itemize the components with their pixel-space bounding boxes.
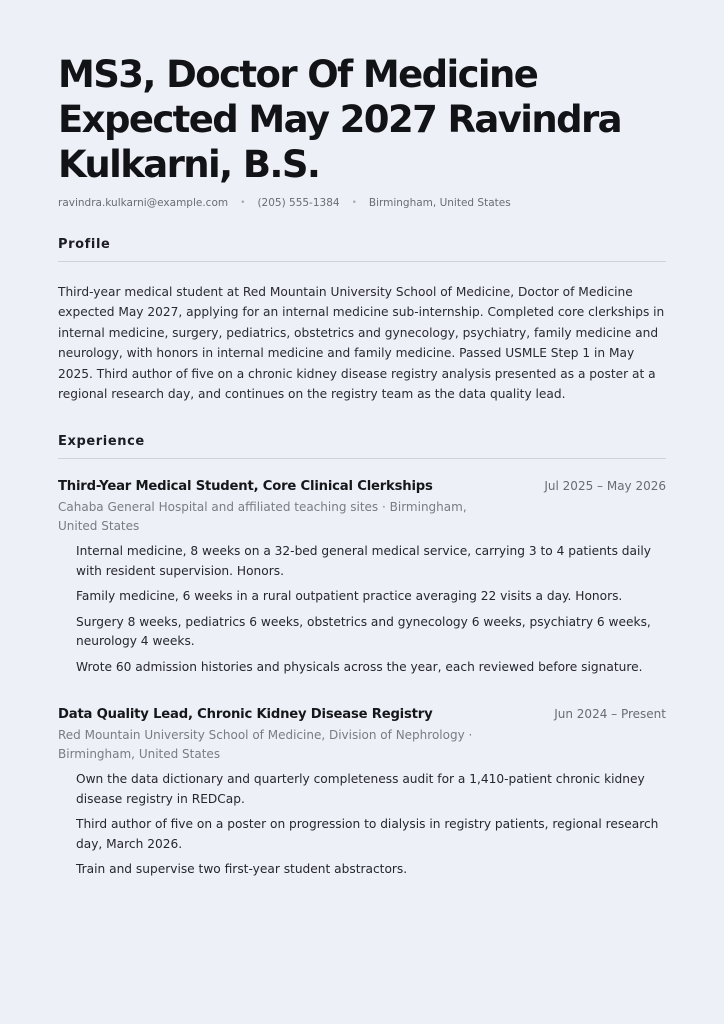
job-bullet: Train and supervise two first-year student abstractors. [76,862,408,877]
job-bullet: Wrote 60 admission histories and physicals across the year, each reviewed before signature. [76,659,643,674]
job-title: Third-Year Medical Student, Core Clinical Clerkships [58,479,433,495]
job-organization: Cahaba General Hospital and affiliated teaching sites · Birmingham, United States [58,500,467,534]
contact-separator: • [351,198,357,208]
job-bullet: Third author of five on a poster on progression to dialysis in registry patients, regional research day, March 2026. [76,817,659,851]
contact-location: Birmingham, United States [368,197,511,209]
job-bullets [58,542,666,677]
contact-separator: • [240,198,246,208]
candidate-name: MS3, Doctor Of Medicine Expected May 2027 Ravindra Kulkarni, B.S. [58,53,622,186]
contact-phone[interactable]: (205) 555-1384 [257,197,340,209]
job-bullet: Family medicine, 6 weeks in a rural outpatient practice averaging 22 visits a day. Honors. [76,589,623,604]
experience-section [58,434,666,880]
job-dates: Jul 2025 – May 2026 [544,479,666,494]
section-heading-profile: Profile [58,237,666,262]
profile-section [58,237,666,404]
experience-entry-header [58,707,666,722]
contact-email[interactable]: ravindra.kulkarni@example.com [58,197,229,209]
job-bullet: Own the data dictionary and quarterly completeness audit for a 1,410-patient chronic kidney disease registry in REDCap. [76,772,645,806]
job-bullet: Internal medicine, 8 weeks on a 32-bed general medical service, carrying 3 to 4 patients daily with resident supervision. Honors. [76,544,651,578]
experience-entry-header [58,479,666,494]
experience-entry [58,479,666,677]
job-title: Data Quality Lead, Chronic Kidney Disease Registry [58,707,433,723]
job-dates: Jun 2024 – Present [554,707,666,722]
profile-summary: Third-year medical student at Red Mountain University School of Medicine, Doctor of Medicine expected May 2027, applying for an internal medicine sub-internship. Completed core clerkships in internal medicine, surgery, pediatrics, obstetrics and gynecology, psychiatry, family medicine and neurology, with honors in internal medicine and family medicine. Passed USMLE Step 1 in May 2025. Third author of five on a chronic kidney disease registry analysis presented as a poster at a regional research day, and continues on the registry team as the data quality lead. [58,285,665,402]
job-organization: Red Mountain University School of Medicine, Division of Nephrology · Birmingham, United States [58,728,473,762]
job-bullet: Surgery 8 weeks, pediatrics 6 weeks, obstetrics and gynecology 6 weeks, psychiatry 6 weeks, neurology 4 weeks. [76,614,651,649]
job-bullets [58,770,666,880]
section-heading-experience: Experience [58,434,666,459]
contact-line [58,197,666,209]
experience-entry [58,707,666,880]
